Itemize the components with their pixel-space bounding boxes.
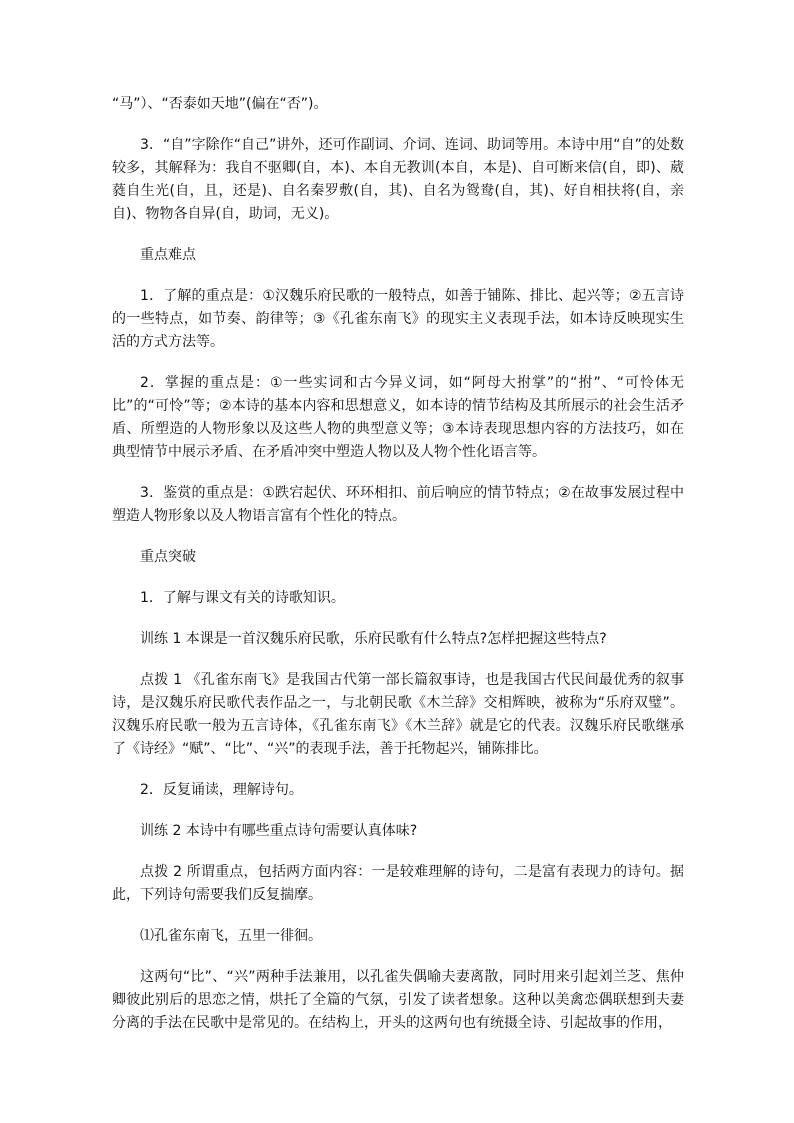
paragraph-mastery-focus: 2．掌握的重点是：①一些实词和古今异义词，如“阿母大拊掌”的“拊”、“可怜体无比”的“可怜”等；②本诗的基本内容和思想意义，如本诗的情节结构及其所展示的社会生活矛盾、所塑造的人物形象以及这些人物的典型意义等；③本诗表现思想内容的方法技巧，如在典型情节中展示矛盾、在矛盾冲突中塑造人物以及人物个性化语言等。 <box>112 375 684 460</box>
paragraph-step-1: 1．了解与课文有关的诗歌知识。 <box>140 590 345 606</box>
paragraph-continuation: “马”）、“否泰如天地”(偏在“否”)。 <box>112 96 328 112</box>
document-body <box>112 93 684 1035</box>
section-heading-key-difficulties: 重点难点 <box>140 247 196 263</box>
paragraph-exercise-1: 训练 1 本课是一首汉魏乐府民歌，乐府民歌有什么特点?怎样把握这些特点? <box>140 631 607 647</box>
paragraph-step-2: 2．反复诵读，理解诗句。 <box>140 782 303 798</box>
section-heading-breakthrough: 重点突破 <box>140 549 196 565</box>
paragraph-understanding-focus: 1．了解的重点是：①汉魏乐府民歌的一般特点，如善于铺陈、排比、起兴等；②五言诗的一些特点，如节奏、韵律等；③《孔雀东南飞》的现实主义表现手法，如本诗反映现实生活的方式方法等。 <box>112 288 684 350</box>
paragraph-appreciation-focus: 3．鉴赏的重点是：①跌宕起伏、环环相扣、前后响应的情节特点；②在故事发展过程中塑造人物形象以及人物语言富有个性化的特点。 <box>112 485 684 524</box>
paragraph-hint-2: 点拨 2 所谓重点，包括两方面内容：一是较难理解的诗句，二是富有表现力的诗句。据此，下列诗句需要我们反复揣摩。 <box>112 864 684 903</box>
paragraph-hint-1: 点拨 1 《孔雀东南飞》是我国古代第一部长篇叙事诗，也是我国古代民间最优秀的叙事诗，是汉魏乐府民歌代表作品之一，与北朝民歌《木兰辞》交相辉映，被称为“乐府双璧”。汉魏乐府民歌一般为五言诗体，《孔雀东南飞》《木兰辞》就是它的代表。汉魏乐府民歌继承了《诗经》“赋”、“比”、“兴”的表现手法，善于托物起兴，铺陈排比。 <box>112 672 684 757</box>
paragraph-exercise-2: 训练 2 本诗中有哪些重点诗句需要认真体味? <box>140 823 418 839</box>
paragraph-analysis: 这两句“比”、“兴”两种手法兼用，以孔雀失偶喻夫妻离散，同时用来引起刘兰芝、焦仲卿彼此别后的思恋之情，烘托了全篇的气氛，引发了读者想象。这种以美禽恋偶联想到夫妻分离的手法在民歌中是常见的。在结构上，开头的这两句也有统摄全诗、引起故事的作用， <box>112 969 684 1031</box>
paragraph-zi-usage: 3．“自”字除作“自己”讲外，还可作副词、介词、连词、助词等用。本诗中用“自”的处数较多，其解释为：我自不驱卿(自，本)、本自无教训(本自，本是)、自可断来信(自，即)、葳蕤自生光(自，且，还是)、自名秦罗敷(自，其)、自名为鸳鸯(自，其)、好自相扶将(自，亲自)、物物各自异(自，助词，无义)。 <box>112 137 684 222</box>
paragraph-poem-line-1: ⑴孔雀东南飞，五里一徘徊。 <box>140 928 322 944</box>
